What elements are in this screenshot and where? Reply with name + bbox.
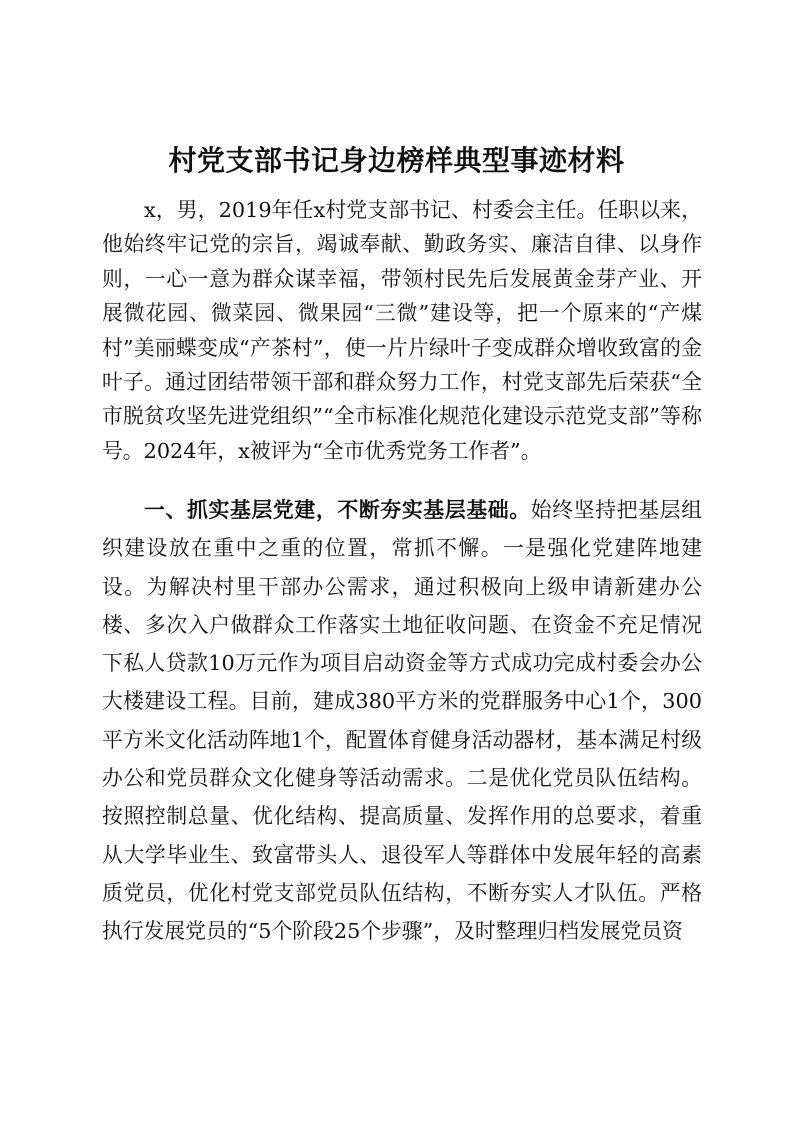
section-one-paragraph [102, 491, 702, 951]
section-one-body: 始终坚持把基层组织建设放在重中之重的位置，常抓不懈。一是强化党建阵地建设。为解决村里干部办公需求，通过积极向上级申请新建办公楼、多次入户做群众工作落实土地征收问题、在资金不充足情况下私人贷款10万元作为项目启动资金等方式成功完成村委会办公大楼建设工程。目前，建成380平方米的党群服务中心1个，300平方米文化活动阵地1个，配置体育健身活动器材，基本满足村级办公和党员群众文化健身等活动需求。二是优化党员队伍结构。按照控制总量、优化结构、提高质量、发挥作用的总要求，着重从大学毕业生、致富带头人、退役军人等群体中发展年轻的高素质党员，优化村党支部党员队伍结构，不断夯实人才队伍。严格执行发展党员的“5个阶段25个步骤”，及时整理归档发展党员资 [102, 498, 703, 944]
document-title: 村党支部书记身边榜样典型事迹材料 [168, 144, 625, 177]
intro-paragraph: x，男，2019年任x村党支部书记、村委会主任。任职以来，他始终牢记党的宗旨，竭诚奉献、勤政务实、廉洁自律、以身作则，一心一意为群众谋幸福，带领村民先后发展黄金芽产业、开展微花园、微菜园、微果园“三微”建设等，把一个原来的“产煤村”美丽蝶变成“产茶村”，使一片片绿叶子变成群众增收致富的金叶子。通过团结带领干部和群众努力工作，村党支部先后荣获“全市脱贫攻坚先进党组织”“全市标准化规范化建设示范党支部”等称号。2024年，x被评为“全市优秀党务工作者”。 [102, 198, 702, 463]
section-one-heading: 一、抓实基层党建，不断夯实基层基础。 [144, 498, 531, 522]
